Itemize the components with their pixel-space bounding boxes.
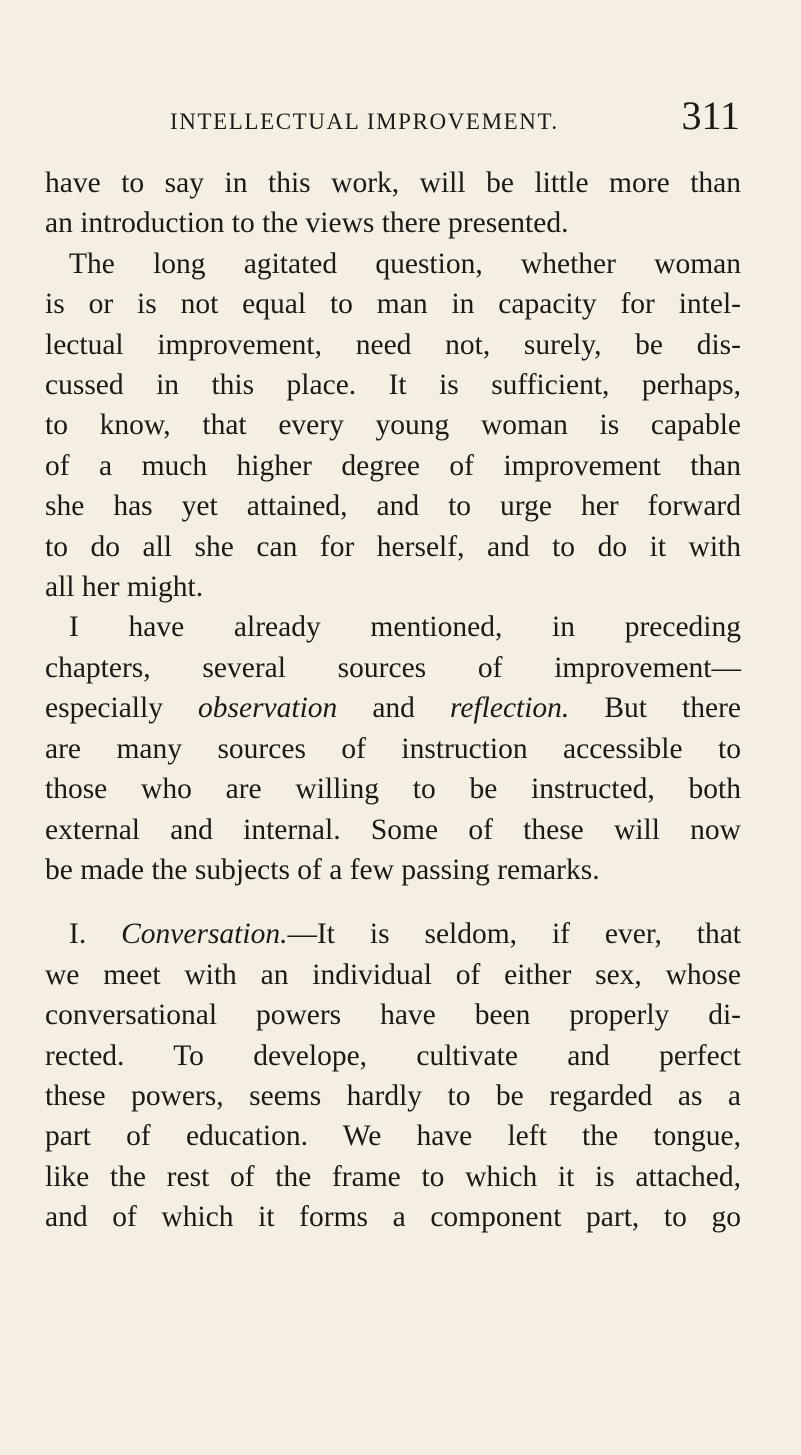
text-line: an introduction to the views there presented. — [45, 207, 569, 240]
text-line: like the rest of the frame to which it is attached, — [45, 1160, 741, 1193]
text-line-with-italics — [45, 688, 741, 728]
running-head — [170, 93, 740, 144]
text-line: to know, that every young woman is capable — [45, 409, 741, 442]
text-line: The long agitated question, whether woman — [69, 247, 741, 280]
paragraph-2 — [45, 244, 741, 608]
text-line: she has yet attained, and to urge her forward — [45, 490, 741, 523]
text-line: have to say in this work, will be little more than — [45, 167, 741, 199]
text-line: lectual improvement, need not, surely, be dis- — [45, 328, 741, 361]
section-heading: Conversation. — [121, 918, 288, 951]
text-line: to do all she can for herself, and to do it with — [45, 530, 741, 563]
text-run: —It is seldom, if ever, that — [287, 918, 741, 951]
text-line: of a much higher degree of improvement than — [45, 449, 741, 482]
paragraph-4 — [45, 914, 741, 1237]
body-text — [45, 163, 741, 1238]
text-line: all her might. — [45, 571, 204, 604]
text-run: and — [337, 692, 450, 725]
section-numeral: I. — [69, 918, 122, 951]
text-line: part of education. We have left the tongue, — [45, 1120, 741, 1153]
text-run: especially — [45, 692, 198, 725]
text-line: these powers, seems hardly to be regarded as a — [45, 1079, 741, 1112]
text-line: those who are willing to be instructed, both — [45, 773, 741, 806]
text-line: are many sources of instruction accessible to — [45, 732, 741, 765]
text-line: we meet with an individual of either sex, whose — [45, 958, 741, 991]
text-line: external and internal. Some of these will now — [45, 813, 741, 846]
page-number: 311 — [681, 93, 740, 138]
paragraph-1 — [45, 163, 741, 244]
text-line: cussed in this place. It is sufficient, perhaps, — [45, 369, 741, 402]
section-heading-line — [45, 914, 741, 954]
italic-term-observation: observation — [198, 692, 338, 725]
running-head-title: INTELLECTUAL IMPROVEMENT. — [170, 109, 559, 134]
paragraph-3 — [45, 607, 741, 890]
text-line: and of which it forms a component part, to go — [45, 1201, 741, 1234]
text-line: be made the subjects of a few passing remarks. — [45, 853, 600, 886]
text-line: I have already mentioned, in preceding — [69, 611, 741, 644]
text-line: is or is not equal to man in capacity for intel- — [45, 288, 741, 321]
italic-term-reflection: reflection. — [449, 692, 570, 725]
text-run: But there — [569, 692, 741, 725]
text-line: rected. To develope, cultivate and perfect — [45, 1039, 741, 1072]
text-line: chapters, several sources of improvement— — [45, 651, 741, 684]
text-line: conversational powers have been properly di- — [45, 999, 741, 1032]
